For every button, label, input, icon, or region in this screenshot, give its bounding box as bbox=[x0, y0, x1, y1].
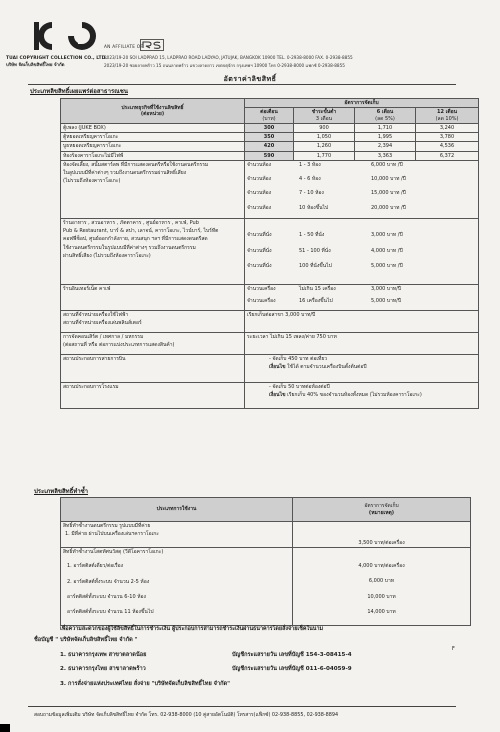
bank-1: 1. ธนาคารกรุงเทพ สาขาตลาดน้อย bbox=[60, 652, 147, 658]
header-monthly: ต่อเดือน (บาท) bbox=[245, 108, 294, 124]
public-performance-table bbox=[60, 98, 479, 409]
document-title: อัตราค่าลิขสิทธิ์ bbox=[223, 75, 277, 83]
payment-option-3: 3. การสั่งจ่ายแห่งประเทศไทย สั่งจ่าย "บริษัทจัดเก็บลิขสิทธิ์ไทย จำกัด" bbox=[60, 681, 231, 687]
table-header-row bbox=[61, 99, 479, 108]
hotel-rate: - จัดเก็บ 50 บาทต่อห้องต่อปี เงื่อนไข เรียกเก็บ 40% ของจำนวนห้องทั้งหมด (ไม่รวมห้องคาราโอเกะ) bbox=[245, 382, 479, 408]
rate-6m: 1,995 bbox=[355, 133, 416, 142]
account-name: ชื่อบัญชี " บริษัทจัดเก็บลิขสิทธิ์ไทย จำกัด " bbox=[34, 637, 138, 643]
address-en: 2023/19-20 SOI LADPRAO 15, LADPRAO ROAD LADYAO, JATUJAK, BANGKOK 10900 TEL. 0-2938-8000 FAX. 0-2938-8855 bbox=[104, 55, 353, 60]
table-row bbox=[61, 151, 479, 160]
header-6-months: 6 เดือน (ลด 5%) bbox=[355, 108, 416, 124]
internet-cafe-rates: จำนวนเครื่อง ไม่เกิน 15 เครื่อง 3,000 บาท/ปี จำนวนเครื่อง 16 เครื่องขึ้นไป 5,000 บาท/ปี bbox=[245, 284, 479, 310]
appliance-shop-description: สถานที่จำหน่ายเครื่องใช้ไฟฟ้า สถานที่จำหน่ายเครื่องเล่นพลินส์เตอร์ bbox=[61, 310, 245, 332]
scan-corner-mark bbox=[0, 724, 10, 732]
table-row bbox=[61, 133, 479, 142]
monthly-rate: 420 bbox=[245, 142, 294, 151]
reproduction-group2-rates: 4,000 บาท/ต่อเครื่อง 6,000 บาท 10,000 บาท 14,000 บาท bbox=[293, 548, 471, 626]
banquet-room-description: ห้องจัดเลี้ยง, สนั้มสตาร์ลพ ที่มีการแสดงดนตรีหรือใช้งานดนตรีกรรม ในลูปแบบมีที่ค่าต่างๆ รวมถึงงานดนตรีกรรมผ่านสิทธิ์เสียง (ไม่รวมถึงห้องคาราโอเกะ) bbox=[61, 160, 245, 218]
rate-3m: 900 bbox=[294, 123, 355, 132]
table-row bbox=[61, 354, 479, 382]
rate-3m: 1,770 bbox=[294, 151, 355, 160]
header-collection-rate: อัตราการจัดเก็บ (หมายเหตุ) bbox=[293, 498, 471, 522]
reproduction-table bbox=[60, 497, 471, 626]
company-name-en: TUAI COPYRIGHT COLLECTION CO., LTD. bbox=[6, 56, 108, 61]
bank-2: 2. ธนาคารกรุงไทย สาขาลาดพร้าว bbox=[60, 666, 146, 672]
airline-description: สถานประกอบการสายการบิน bbox=[61, 354, 245, 382]
reproduction-group2: สิทธิ์ทำซ้ำงานโสตทัศนวัสดุ (วีดีโอคาราโอเกะ) 1. อาร์ตติสต์เดี่ยว/ต่อเรื่อง 2. อาร์ตติสต์ทั้งระบบ จำนวน 2-5 ห้อง อาร์ตติสต์ทั้งระบบ จำนวน 6-10 ห้อง อาร์ตติสต์ทั้งระบบ จำนวน 11 ห้องขึ้นไป bbox=[61, 548, 293, 626]
machine-name: ตู้เพลง (JUKE BOX) bbox=[61, 123, 245, 132]
margin-mark: F bbox=[452, 646, 455, 652]
concert-rate: ระยะเวลา ไม่เกิน 15 เพลง/ค่าย 750 บาท bbox=[245, 332, 479, 354]
machine-name: ห้องร้องคาราโอเกะไม่มีไฟฟ์ bbox=[61, 151, 245, 160]
header-business-type: ประเภทธุรกิจที่ใช้งานลิขสิทธิ์ (ต่อหน่วย) bbox=[61, 99, 245, 124]
machine-name: ตู้หยอดเหรียญคาราโอเกะ bbox=[61, 133, 245, 142]
reproduction-group1: สิทธิ์ทำซ้ำงานดนตรีกรรม รูปแบบมีที่ค่าย 1. มีที่ค่าย ผ่านไปบนเครื่องเล่นฯคาราโอเกะ bbox=[61, 522, 293, 548]
address-th: 2023/19-20 ซอยลาดพร้าว 15 ถนนลาดพร้าว แขวงลาดยาว เขตจตุจักร กรุงเทพฯ 10900 โทร 0-2938-8000 แฟกซ์ 0-2938-8855 bbox=[104, 63, 345, 68]
rate-3m: 1,050 bbox=[294, 133, 355, 142]
table-row bbox=[61, 123, 479, 132]
rate-6m: 1,710 bbox=[355, 123, 416, 132]
header-divider bbox=[28, 84, 456, 85]
reproduction-group1-rate: 3,500 บาท/ต่อเครื่อง bbox=[293, 522, 471, 548]
monthly-rate: 300 bbox=[245, 123, 294, 132]
table-row bbox=[61, 310, 479, 332]
footer-contact: สอบถามข้อมูลเพิ่มเติม บริษัท จัดเก็บลิขสิทธิ์ไทย จำกัด โทร. 02-938-8000 (10 คู่สายอัตโนมัติ) โทรสาร(แฟ็กซ์) 02-938-8855, 02-938-8894 bbox=[34, 712, 339, 718]
rate-6m: 2,394 bbox=[355, 142, 416, 151]
tuc-logo bbox=[34, 20, 96, 52]
appliance-shop-rate: เรียกเก็บต่อสาขา 3,000 บาท/ปี bbox=[245, 310, 479, 332]
rate-3m: 1,260 bbox=[294, 142, 355, 151]
airline-rate: - จัดเก็บ 450 บาท ต่อเที่ยว เงื่อนไข ใช้ได้ ตามจำนวนเครื่องบินตั้งต้นต่อปี bbox=[245, 354, 479, 382]
header-usage-type: ประเภทการใช้งาน bbox=[61, 498, 293, 522]
rate-12m: 3,240 bbox=[416, 123, 479, 132]
company-name-th: บริษัท จัดเก็บลิขสิทธิ์ไทย จำกัด bbox=[6, 63, 65, 68]
internet-cafe-description: ร้านอินเทอร์เน็ต คาเฟ่ bbox=[61, 284, 245, 310]
rate-6m: 3,363 bbox=[355, 151, 416, 160]
section-reproduction-label: ประเภทลิขสิทธิ์ทำซ้ำ bbox=[34, 488, 89, 495]
restaurant-rates: จำนวนที่นั่ง 1 - 50 ที่นั่ง 3,000 บาท /ปี จำนวนที่นั่ง 51 - 100 ที่นั่ง 4,000 บาท /ปี จำนวนที่นั่ง 100 ที่นั่งขึ้นไป 5,000 บาท /ปี bbox=[245, 218, 479, 284]
rate-12m: 4,536 bbox=[416, 142, 479, 151]
affiliate-label: AN AFFILIATE OF bbox=[104, 44, 144, 49]
header-rate: อัตราการจัดเก็บ bbox=[245, 99, 479, 108]
rs-logo bbox=[140, 39, 164, 51]
rate-12m: 6,372 bbox=[416, 151, 479, 160]
table-row bbox=[61, 522, 471, 548]
hotel-description: สถานประกอบการโรงแรม bbox=[61, 382, 245, 408]
table-row bbox=[61, 284, 479, 310]
table-header-row bbox=[61, 498, 471, 522]
restaurant-description: ร้านอาหาร , สวนอาหาร , ภัตตาคาร , ศูนย์อาหาร , คาเฟ่, Pub Pub & Restaurant, บาร์ & สปา, เลาจน์, คาราโอเกะ, ไวน์บาร์, ไบร์ทีต คอฟฟี่ช็อป, ศูนย์ออกกำลังกาย, สวนสนุก ฯลฯ ที่มีการแสดงดนตรีสด ใช้งานดนตรีกรรมในรูปแบบมีที่ค่าต่างๆ รวมถึงงานดนตรีกรรม ผ่านสิทธิ์เสียง (ไม่รวมถึงห้องคาราโอเกะ) bbox=[61, 218, 245, 284]
table-row bbox=[61, 382, 479, 408]
table-row bbox=[61, 218, 479, 284]
header-3-months: ชำระขั้นต่ำ 3 เดือน bbox=[294, 108, 355, 124]
bank-2-account: บัญชีกระแสรายวัน เลขที่บัญชี 011-6-04059-9 bbox=[232, 666, 352, 672]
table-row bbox=[61, 160, 479, 218]
table-row bbox=[61, 142, 479, 151]
bank-1-account: บัญชีกระแสรายวัน เลขที่บัญชี 154-3-08415-4 bbox=[232, 652, 352, 658]
monthly-rate: 350 bbox=[245, 133, 294, 142]
monthly-rate: 590 bbox=[245, 151, 294, 160]
table-row bbox=[61, 332, 479, 354]
rate-12m: 3,780 bbox=[416, 133, 479, 142]
concert-description: การจัดคอนเสิร์ต / เทศกาล / มหกรรม (ต่อสถานที่ หรือ ต่อการแบ่งประเภทการแสดงสินค้า) bbox=[61, 332, 245, 354]
payment-intro: เพื่อความสะดวกของผู้ใช้ลิขสิทธิ์ในการชำระเงิน ผู้ประกอบการสามารถชำระเงินผ่านธนาคารโดยสั่งจ่ายเช็คในนาม bbox=[60, 626, 324, 632]
machine-name: บูธหยอดเหรียญคาราโอเกะ bbox=[61, 142, 245, 151]
header-12-months: 12 เดือน (ลด 10%) bbox=[416, 108, 479, 124]
table-row bbox=[61, 548, 471, 626]
footer-divider bbox=[28, 706, 456, 707]
banquet-room-rates: จำนวนห้อง 1 - 3 ห้อง 6,000 บาท /ปี จำนวนห้อง 4 - 6 ห้อง 10,000 บาท /ปี จำนวนห้อง 7 - 10 ห้อง 15,000 บาท /ปี จำนวนห้อง 10 ห้องขึ้นไป 20,000 บาท /ปี bbox=[245, 160, 479, 218]
section-public-performance-label: ประเภทลิขสิทธิ์เผยแพร่ต่อสาธารณชน bbox=[30, 88, 128, 95]
